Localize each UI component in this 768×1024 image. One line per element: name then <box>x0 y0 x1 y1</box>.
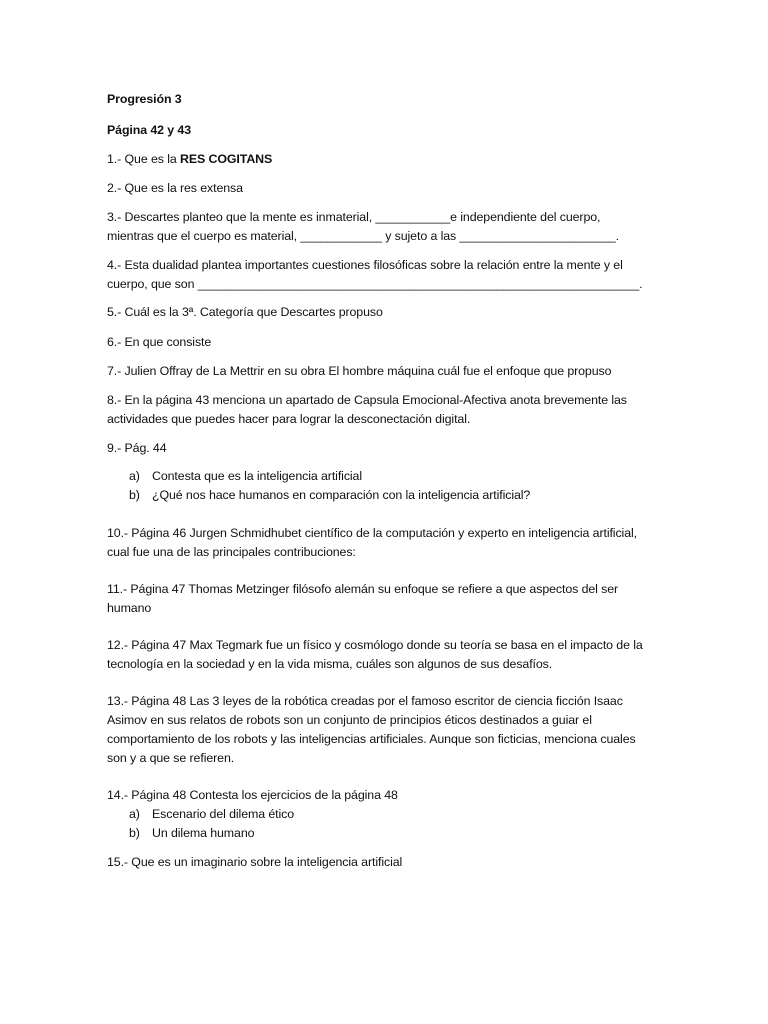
question-12-line-2: tecnología en la sociedad y en la vida misma, cuáles son algunos de sus desafíos. <box>107 657 553 671</box>
document-title: Progresión 3 <box>107 92 182 106</box>
list-marker: a) <box>129 807 140 821</box>
question-13-line-1: 13.- Página 48 Las 3 leyes de la robótica creadas por el famoso escritor de ciencia ficción Isaac <box>107 694 623 708</box>
question-14-list <box>107 805 667 843</box>
list-item <box>107 486 667 505</box>
question-11-line-2: humano <box>107 601 152 615</box>
question-6: 6.- En que consiste <box>107 335 212 349</box>
question-2: 2.- Que es la res extensa <box>107 181 243 195</box>
question-1-term: RES COGITANS <box>179 152 273 166</box>
question-12-line-1: 12.- Página 47 Max Tegmark fue un físico y cosmólogo donde su teoría se basa en el impacto de la <box>107 638 643 652</box>
question-8-line-1: 8.- En la página 43 menciona un apartado de Capsula Emocional-Afectiva anota brevemente las <box>107 393 627 407</box>
list-item-text: Contesta que es la inteligencia artificial <box>152 469 363 483</box>
list-marker: a) <box>129 469 140 483</box>
question-5: 5.- Cuál es la 3ª. Categoría que Descartes propuso <box>107 305 383 319</box>
question-12 <box>107 636 667 674</box>
question-4 <box>107 256 667 294</box>
list-item-text: Un dilema humano <box>152 826 255 840</box>
question-11-line-1: 11.- Página 47 Thomas Metzinger filósofo alemán su enfoque se refiere a que aspectos del ser <box>107 582 619 596</box>
list-marker: b) <box>129 826 140 840</box>
question-1 <box>107 150 667 169</box>
list-marker: b) <box>129 488 140 502</box>
list-item-text: ¿Qué nos hace humanos en comparación con la inteligencia artificial? <box>152 488 531 502</box>
list-item-text: Escenario del dilema ético <box>152 807 295 821</box>
question-8 <box>107 391 667 429</box>
question-1-prefix: 1.- Que es la <box>107 152 180 166</box>
question-9: 9.- Pág. 44 <box>107 441 167 455</box>
list-item <box>107 805 667 824</box>
question-15: 15.- Que es un imaginario sobre la inteligencia artificial <box>107 855 403 869</box>
question-3-line-1: 3.- Descartes planteo que la mente es inmaterial, ___________e independiente del cuerpo, <box>107 210 601 224</box>
question-3 <box>107 208 667 246</box>
list-item <box>107 824 667 843</box>
list-item <box>107 467 667 486</box>
question-11 <box>107 580 667 618</box>
question-10 <box>107 524 667 562</box>
question-10-line-1: 10.- Página 46 Jurgen Schmidhubet científico de la computación y experto en inteligencia artificial, <box>107 526 637 540</box>
question-13-line-2: Asimov en sus relatos de robots son un conjunto de principios éticos destinados a guiar el <box>107 713 592 727</box>
question-13 <box>107 692 667 768</box>
question-4-line-2: cuerpo, que son _________________________________________________________________. <box>107 277 643 291</box>
question-14: 14.- Página 48 Contesta los ejercicios de la página 48 <box>107 788 398 802</box>
question-4-line-1: 4.- Esta dualidad plantea importantes cuestiones filosóficas sobre la relación entre la mente y el <box>107 258 623 272</box>
question-8-line-2: actividades que puedes hacer para lograr la desconectación digital. <box>107 412 471 426</box>
question-9-list <box>107 467 667 505</box>
question-10-line-2: cual fue una de las principales contribuciones: <box>107 545 356 559</box>
question-13-line-3: comportamiento de los robots y las inteligencias artificiales. Aunque son ficticias, menciona cuales <box>107 732 636 746</box>
question-3-line-2: mientras que el cuerpo es material, ____________ y sujeto a las _______________________. <box>107 229 620 243</box>
page-reference: Página 42 y 43 <box>107 123 192 137</box>
question-7: 7.- Julien Offray de La Mettrir en su obra El hombre máquina cuál fue el enfoque que propuso <box>107 364 612 378</box>
question-13-line-4: son y a que se refieren. <box>107 751 235 765</box>
